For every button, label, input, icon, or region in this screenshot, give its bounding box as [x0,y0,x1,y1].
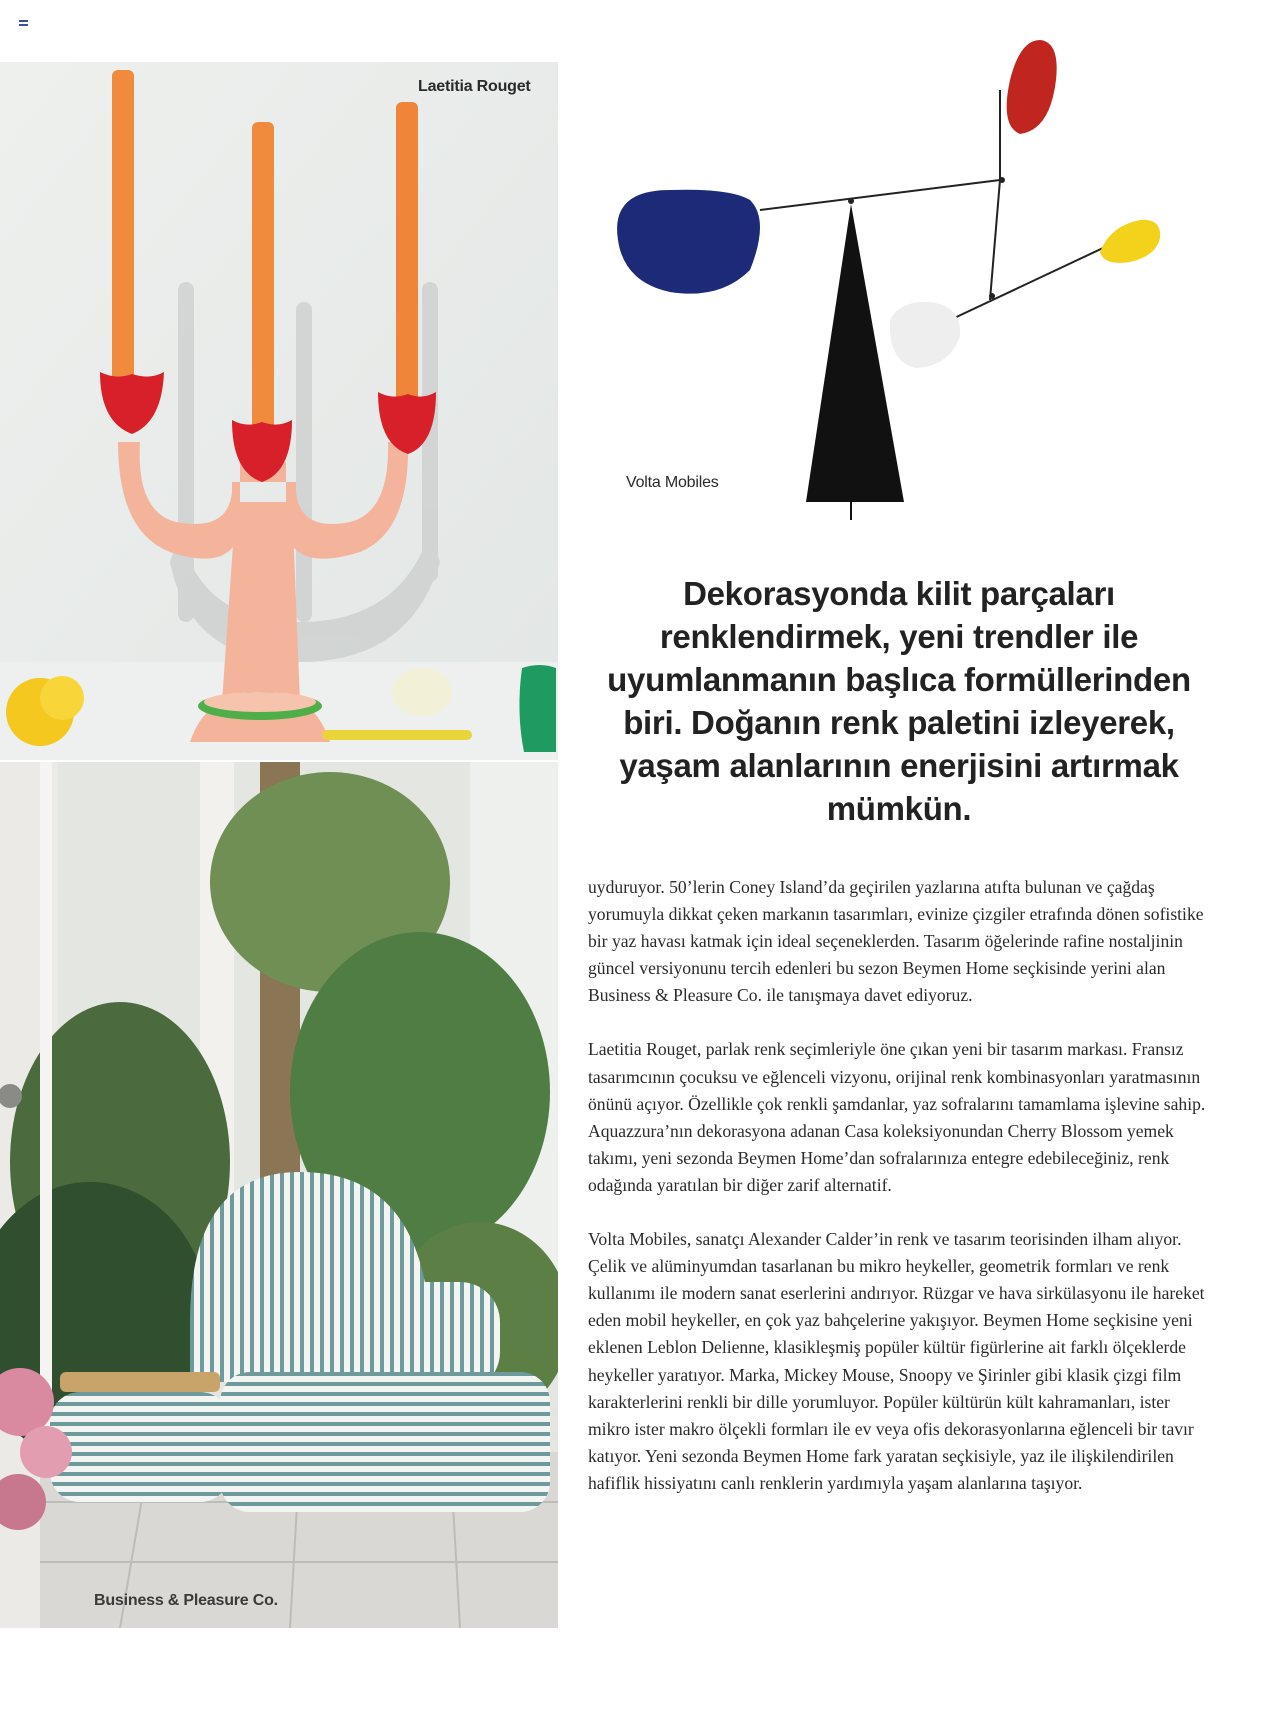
patio-photo [0,762,558,1628]
paragraph-2: Laetitia Rouget, parlak renk seçimleriyle öne çıkan yeni bir tasarım markası. Fransız tasarımcının çocuksu ve eğlenceli vizyonu, orijinal renk kombinasyonları yaratmasının önünü açıyor. Özellikle çok renkli şamdanlar, yaz sofralarını tamamlama işlevine sahip. Aquazzura’nın dekorasyona adanan Casa koleksiyonundan Cherry Blossom yemek takımı, yeni sezonda Beymen Home’dan sofralarınıza entegre edebileceğiniz, renk odağında yaratılan bir diğer zarif alternatif. [588,1039,1206,1195]
candelabra-photo [0,62,558,760]
caption-volta-mobiles: Volta Mobiles [626,474,719,491]
volta-mobile-illustration [600,30,1190,530]
paragraph-1: uyduruyor. 50’lerin Coney Island’da geçirilen yazlarına atıfta bulunan ve çağdaş yorumuyla dikkat çeken markanın tasarımları, evinize çizgiler etrafında dönen sofistike bir yaz havası katmak için ideal seçeneklerden. Tasarım öğelerinde rafine nostaljinin güncel versiyonunu tercih edenleri bu sezon Beymen Home seçkisinde yerini alan Business & Pleasure Co. ile tanışmaya davet ediyoruz. [588,877,1204,1006]
caption-business-pleasure: Business & Pleasure Co. [94,1592,278,1609]
paragraph-3: Volta Mobiles, sanatçı Alexander Calder’in renk ve tasarım teorisinden ilham alıyor. Çelik ve alüminyumdan tasarlanan bu mikro heykeller, geometrik formları ve renk kullanımı ile modern sanat eserlerini andırıyor. Rüzgar ve hava sirkülasyonu ile hareket eden mobil heykeller, en çok yaz bahçelerine yakışıyor. Beymen Home seçkisine yeni eklenen Leblon Delienne, klasikleşmiş popüler kültür figürlerine ait farklı ölçeklerde heykeller yaratıyor. Marka, Mickey Mouse, Snoopy ve Şirinler gibi klasik çizgi film karakterlerini renkli bir dille yorumluyor. Popüler kültürün kült kahramanları, ister mikro ister makro ölçekli formları ile ev veya ofis dekorasyonlarına eğlenceli bir tavır katıyor. Yeni sezonda Beymen Home fark yaratan seçkisiyle, yaz ile ilişkilendirilen hafiflik hissiyatını canlı renklerin yardımıyla yaşam alanlarına taşıyor. [588,1229,1205,1493]
menu-icon[interactable] [19,20,28,28]
article-body [588,874,1206,1524]
caption-laetitia-rouget: Laetitia Rouget [418,78,531,95]
pull-quote: Dekorasyonda kilit parçaları renklendirmek, yeni trendler ile uyumlanmanın başlıca formüllerinden biri. Doğanın renk paletini izleyerek, yaşam alanlarının enerjisini artırmak mümkün. [607,575,1191,827]
